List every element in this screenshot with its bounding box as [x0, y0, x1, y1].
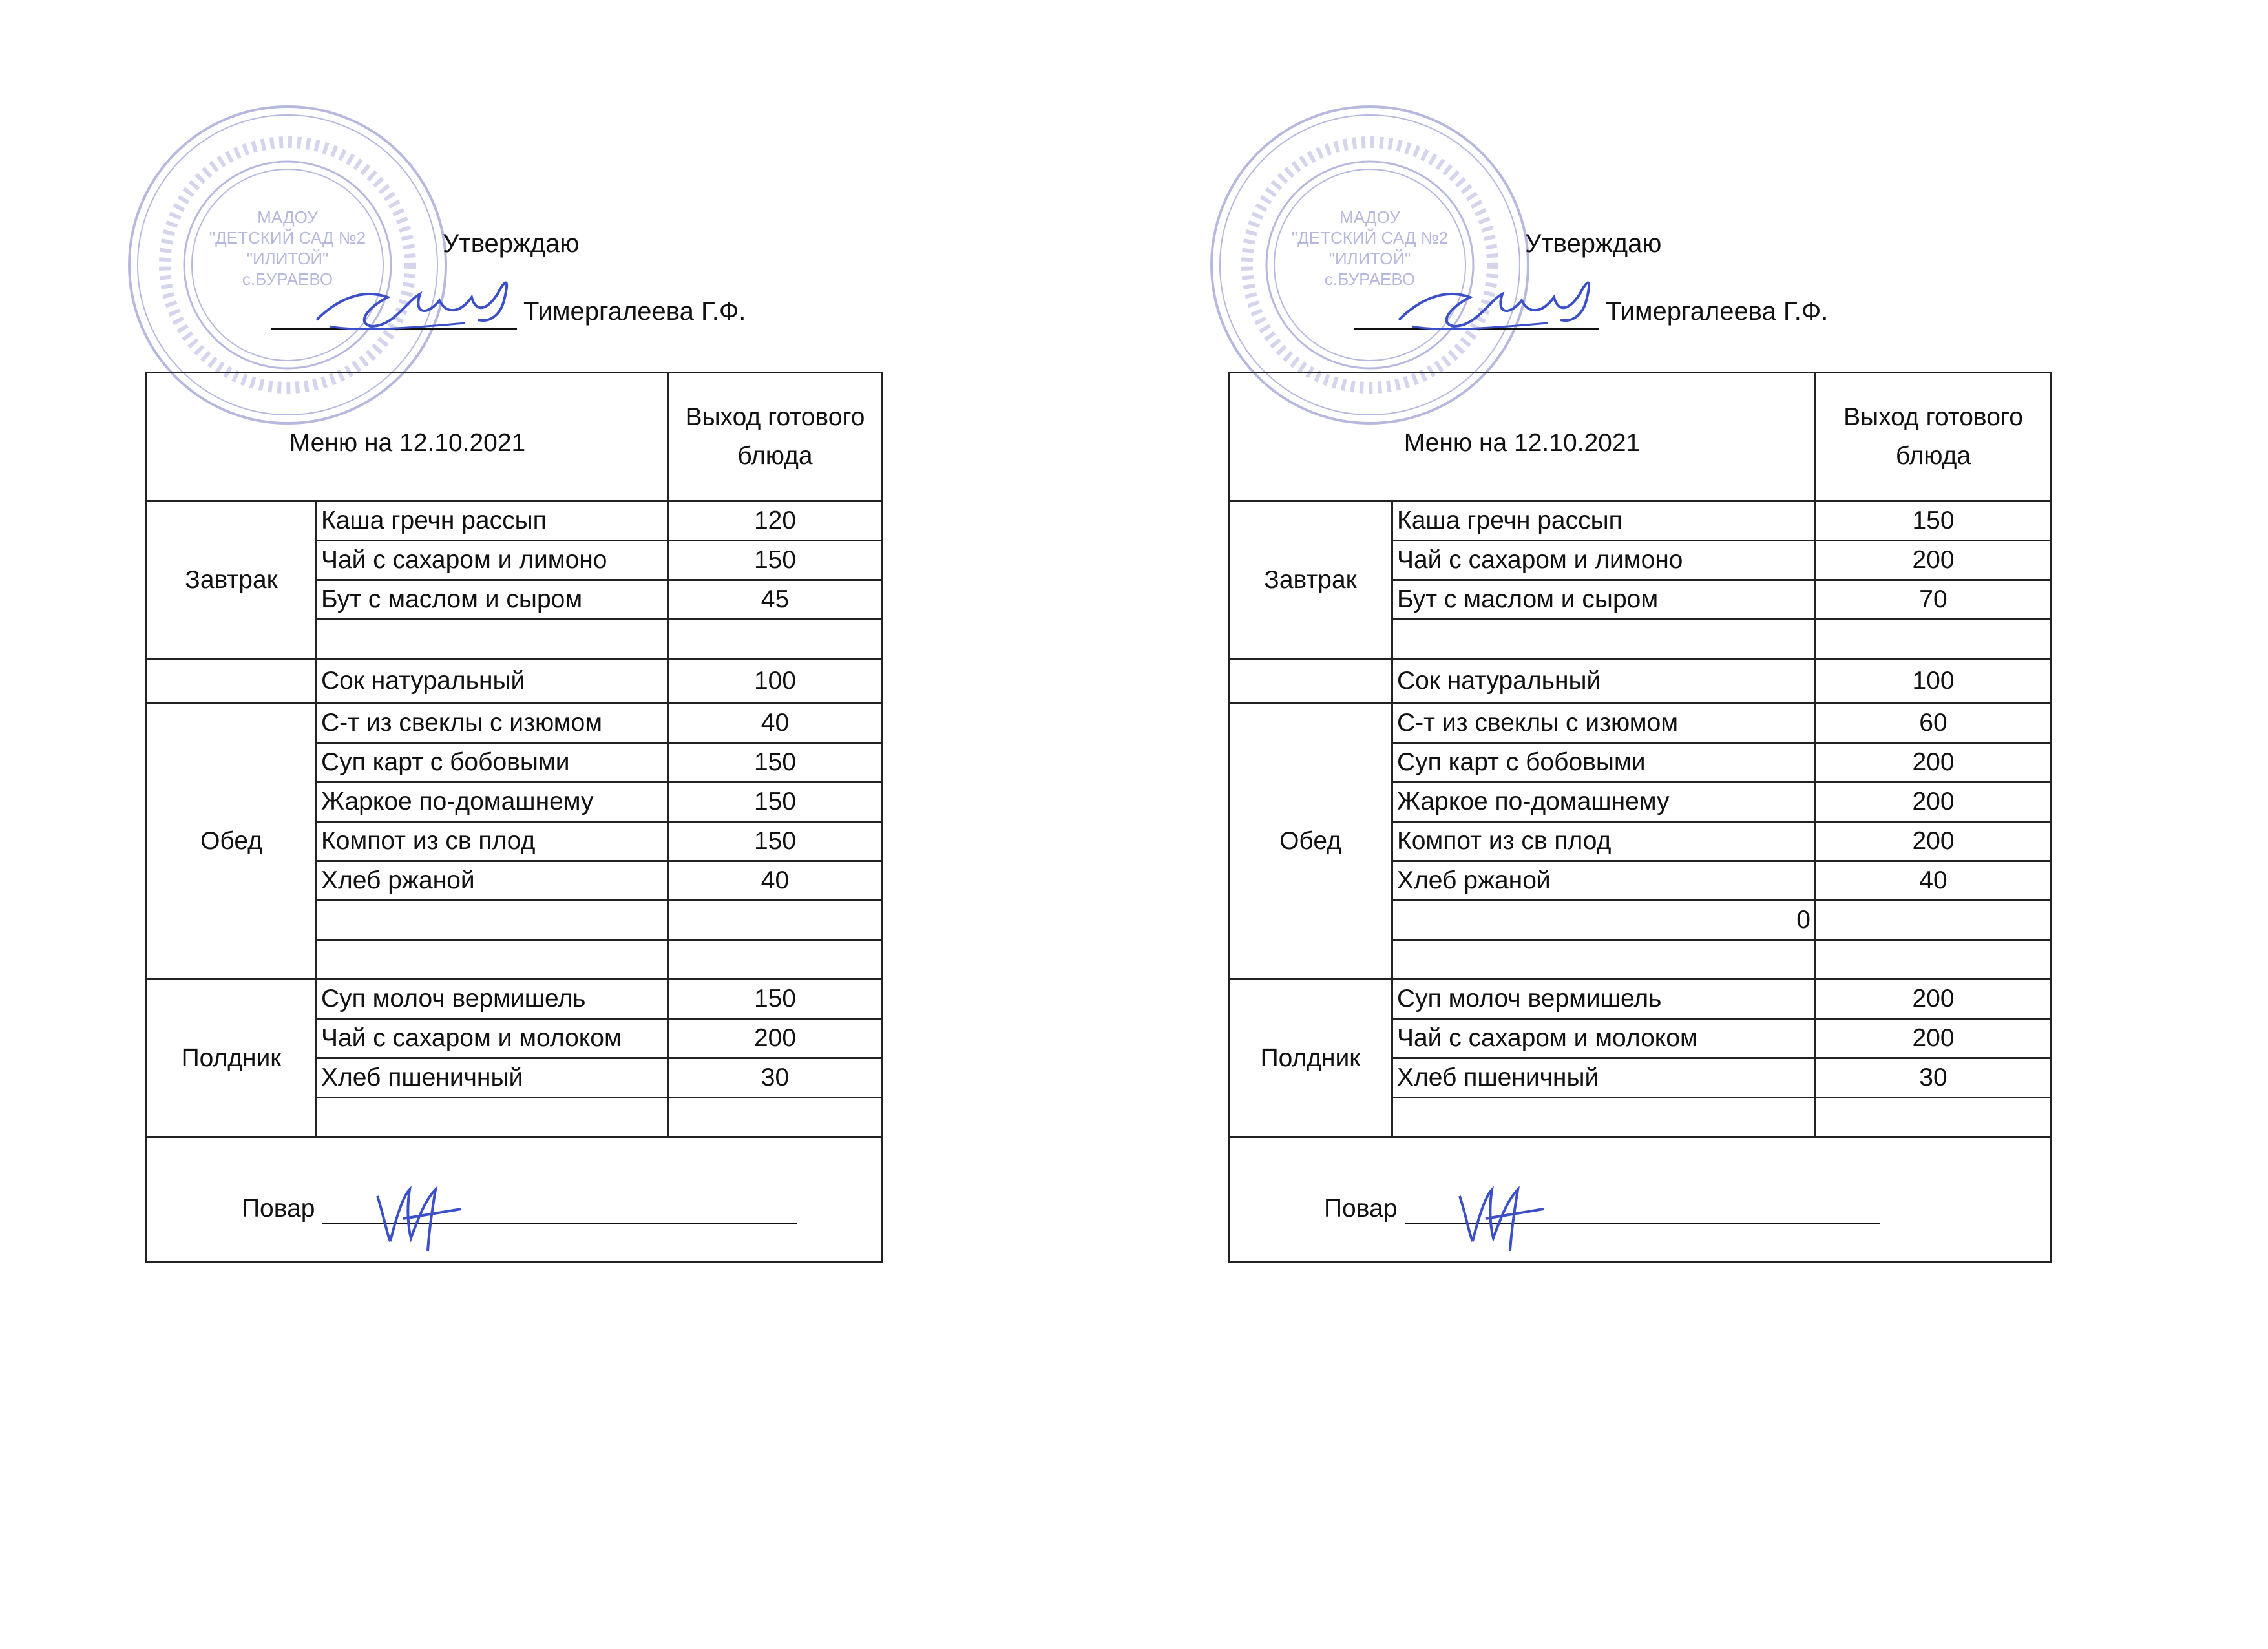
dish-name: Чай с сахаром и лимоно	[1392, 541, 1816, 580]
dish-qty: 200	[1816, 743, 2052, 782]
menu-table	[145, 372, 883, 1263]
dish-qty: 200	[1816, 822, 2052, 861]
dish-name: Сок натуральный	[317, 659, 669, 704]
approval-label: Утверждаю	[1525, 229, 1662, 258]
dish-qty: 200	[669, 1019, 882, 1058]
menu-sheet-left	[123, 0, 982, 1292]
dish-name	[317, 940, 669, 980]
yield-header: Выход готового блюда	[685, 403, 865, 470]
meal-empty	[147, 659, 317, 704]
dish-name: Чай с сахаром и лимоно	[317, 541, 669, 580]
dish-name: Суп карт с бобовыми	[1392, 743, 1816, 782]
cook-signature	[364, 1170, 468, 1254]
dish-name: С-т из свеклы с изюмом	[1392, 704, 1816, 743]
dish-qty: 30	[1816, 1058, 2052, 1098]
cook-sign-block	[151, 1138, 877, 1261]
dish-name: Суп карт с бобовыми	[317, 743, 669, 782]
dish-name	[1392, 620, 1816, 659]
dish-name: Бут с маслом и сыром	[317, 580, 669, 620]
meal-lunch: Обед	[147, 704, 317, 980]
director-name: Тимергалеева Г.Ф.	[1606, 297, 1829, 326]
dish-qty: 40	[669, 704, 882, 743]
dish-qty	[669, 1098, 882, 1137]
svg-text:с.БУРАЕВО: с.БУРАЕВО	[1324, 269, 1416, 289]
svg-text:"ДЕТСКИЙ САД №2: "ДЕТСКИЙ САД №2	[1291, 228, 1449, 247]
dish-qty: 70	[1816, 580, 2052, 620]
svg-text:МАДОУ: МАДОУ	[1339, 207, 1400, 227]
dish-qty	[669, 620, 882, 659]
menu-title-cell	[1229, 373, 1816, 501]
menu-title: Меню на 12.10.2021	[289, 429, 526, 457]
dish-qty: 100	[669, 659, 882, 704]
dish-qty: 150	[669, 782, 882, 822]
dish-qty: 150	[669, 541, 882, 580]
menu-title: Меню на 12.10.2021	[1403, 429, 1641, 457]
dish-name	[1392, 940, 1816, 980]
dish-name: Компот из св плод	[1392, 822, 1816, 861]
dish-name: Каша гречн рассып	[317, 501, 669, 541]
dish-name: Сок натуральный	[1392, 659, 1816, 704]
svg-text:с.БУРАЕВО: с.БУРАЕВО	[242, 269, 333, 289]
cook-label: Повар	[1324, 1195, 1398, 1223]
meal-breakfast: Завтрак	[147, 501, 317, 659]
dish-name	[317, 901, 669, 940]
dish-qty	[1816, 940, 2052, 980]
dish-qty: 150	[669, 743, 882, 782]
dish-name	[1392, 1098, 1816, 1137]
svg-text:"ИЛИТОЙ": "ИЛИТОЙ"	[246, 249, 329, 268]
dish-qty	[669, 940, 882, 980]
dish-name	[317, 1098, 669, 1137]
dish-qty: 200	[1816, 1019, 2052, 1058]
dish-qty	[1816, 901, 2052, 940]
menu-title-cell	[147, 373, 669, 501]
dish-qty: 45	[669, 580, 882, 620]
dish-qty	[1816, 620, 2052, 659]
dish-name: Хлеб ржаной	[1392, 861, 1816, 901]
svg-text:"ДЕТСКИЙ САД №2: "ДЕТСКИЙ САД №2	[209, 228, 366, 247]
dish-name: Хлеб ржаной	[317, 861, 669, 901]
meal-snack: Полдник	[147, 980, 317, 1137]
dish-qty: 60	[1816, 704, 2052, 743]
yield-header: Выход готового блюда	[1843, 403, 2023, 470]
menu-table	[1228, 372, 2052, 1263]
dish-name: Чай с сахаром и молоком	[317, 1019, 669, 1058]
dish-name: Хлеб пшеничный	[317, 1058, 669, 1098]
dish-qty: 200	[1816, 980, 2052, 1019]
svg-text:"ИЛИТОЙ": "ИЛИТОЙ"	[1328, 249, 1411, 268]
approval-label: Утверждаю	[443, 229, 580, 258]
meal-empty	[1229, 659, 1392, 704]
yield-header-cell	[1816, 373, 2052, 501]
yield-header-cell	[669, 373, 882, 501]
meal-breakfast: Завтрак	[1229, 501, 1392, 659]
dish-name: Каша гречн рассып	[1392, 501, 1816, 541]
svg-text:МАДОУ: МАДОУ	[257, 207, 318, 227]
dish-name: Жаркое по-домашнему	[317, 782, 669, 822]
dish-qty: 120	[669, 501, 882, 541]
dish-name: Жаркое по-домашнему	[1392, 782, 1816, 822]
menu-sheet-right	[1205, 0, 2064, 1292]
cook-signature	[1447, 1170, 1550, 1254]
dish-qty	[669, 901, 882, 940]
dish-name: Суп молоч вермишель	[317, 980, 669, 1019]
dish-qty: 200	[1816, 782, 2052, 822]
cook-cell	[1229, 1137, 2052, 1262]
meal-lunch: Обед	[1229, 704, 1392, 980]
dish-qty: 40	[669, 861, 882, 901]
dish-qty: 200	[1816, 541, 2052, 580]
meal-snack: Полдник	[1229, 980, 1392, 1137]
director-name: Тимергалеева Г.Ф.	[523, 297, 746, 326]
dish-qty: 100	[1816, 659, 2052, 704]
dish-qty: 150	[669, 980, 882, 1019]
dish-name: Компот из св плод	[317, 822, 669, 861]
dish-qty: 150	[669, 822, 882, 861]
director-signature	[1392, 262, 1606, 339]
cook-sign-block	[1234, 1138, 2046, 1261]
cook-cell	[147, 1137, 882, 1262]
dish-name: 0	[1392, 901, 1816, 940]
dish-name: Чай с сахаром и молоком	[1392, 1019, 1816, 1058]
dish-name: Суп молоч вермишель	[1392, 980, 1816, 1019]
director-signature	[310, 262, 523, 339]
dish-name: Бут с маслом и сыром	[1392, 580, 1816, 620]
dish-qty: 40	[1816, 861, 2052, 901]
dish-qty: 150	[1816, 501, 2052, 541]
dish-name: Хлеб пшеничный	[1392, 1058, 1816, 1098]
dish-qty: 30	[669, 1058, 882, 1098]
cook-label: Повар	[242, 1195, 315, 1223]
dish-name	[317, 620, 669, 659]
dish-qty	[1816, 1098, 2052, 1137]
dish-name: С-т из свеклы с изюмом	[317, 704, 669, 743]
